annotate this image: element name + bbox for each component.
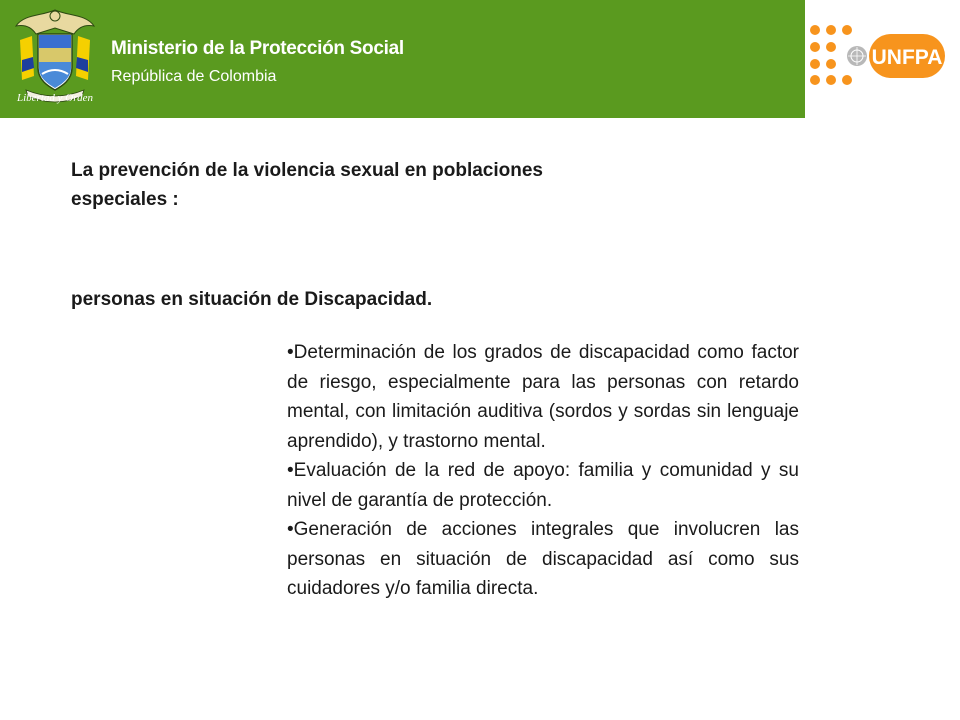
list-item: •Generación de acciones integrales que involucren las personas en situación de discapacidad así como sus cuidadores y/o familia directa. bbox=[287, 519, 799, 599]
list-item: •Evaluación de la red de apoyo: familia y comunidad y su nivel de garantía de protección. bbox=[287, 460, 799, 511]
bullet-list bbox=[287, 338, 799, 604]
header-banner bbox=[0, 0, 805, 118]
republic-name: República de Colombia bbox=[111, 68, 277, 85]
list-item: •Determinación de los grados de discapacidad como factor de riesgo, especialmente para las personas con retardo mental, con limitación auditiva (sordos y sordas sin lenguaje aprendido), y trastorno mental. bbox=[287, 342, 799, 452]
ministry-name: Ministerio de la Protección Social bbox=[111, 38, 404, 59]
page-subtitle: personas en situación de Discapacidad. bbox=[71, 289, 433, 310]
dot-grid-icon bbox=[810, 25, 852, 85]
unfpa-logo bbox=[805, 20, 945, 90]
motto-text: Libertad y Orden bbox=[17, 92, 93, 104]
unfpa-logo-text: UNFPA bbox=[871, 46, 943, 69]
page-title: La prevención de la violencia sexual en poblaciones especiales : bbox=[71, 160, 544, 210]
